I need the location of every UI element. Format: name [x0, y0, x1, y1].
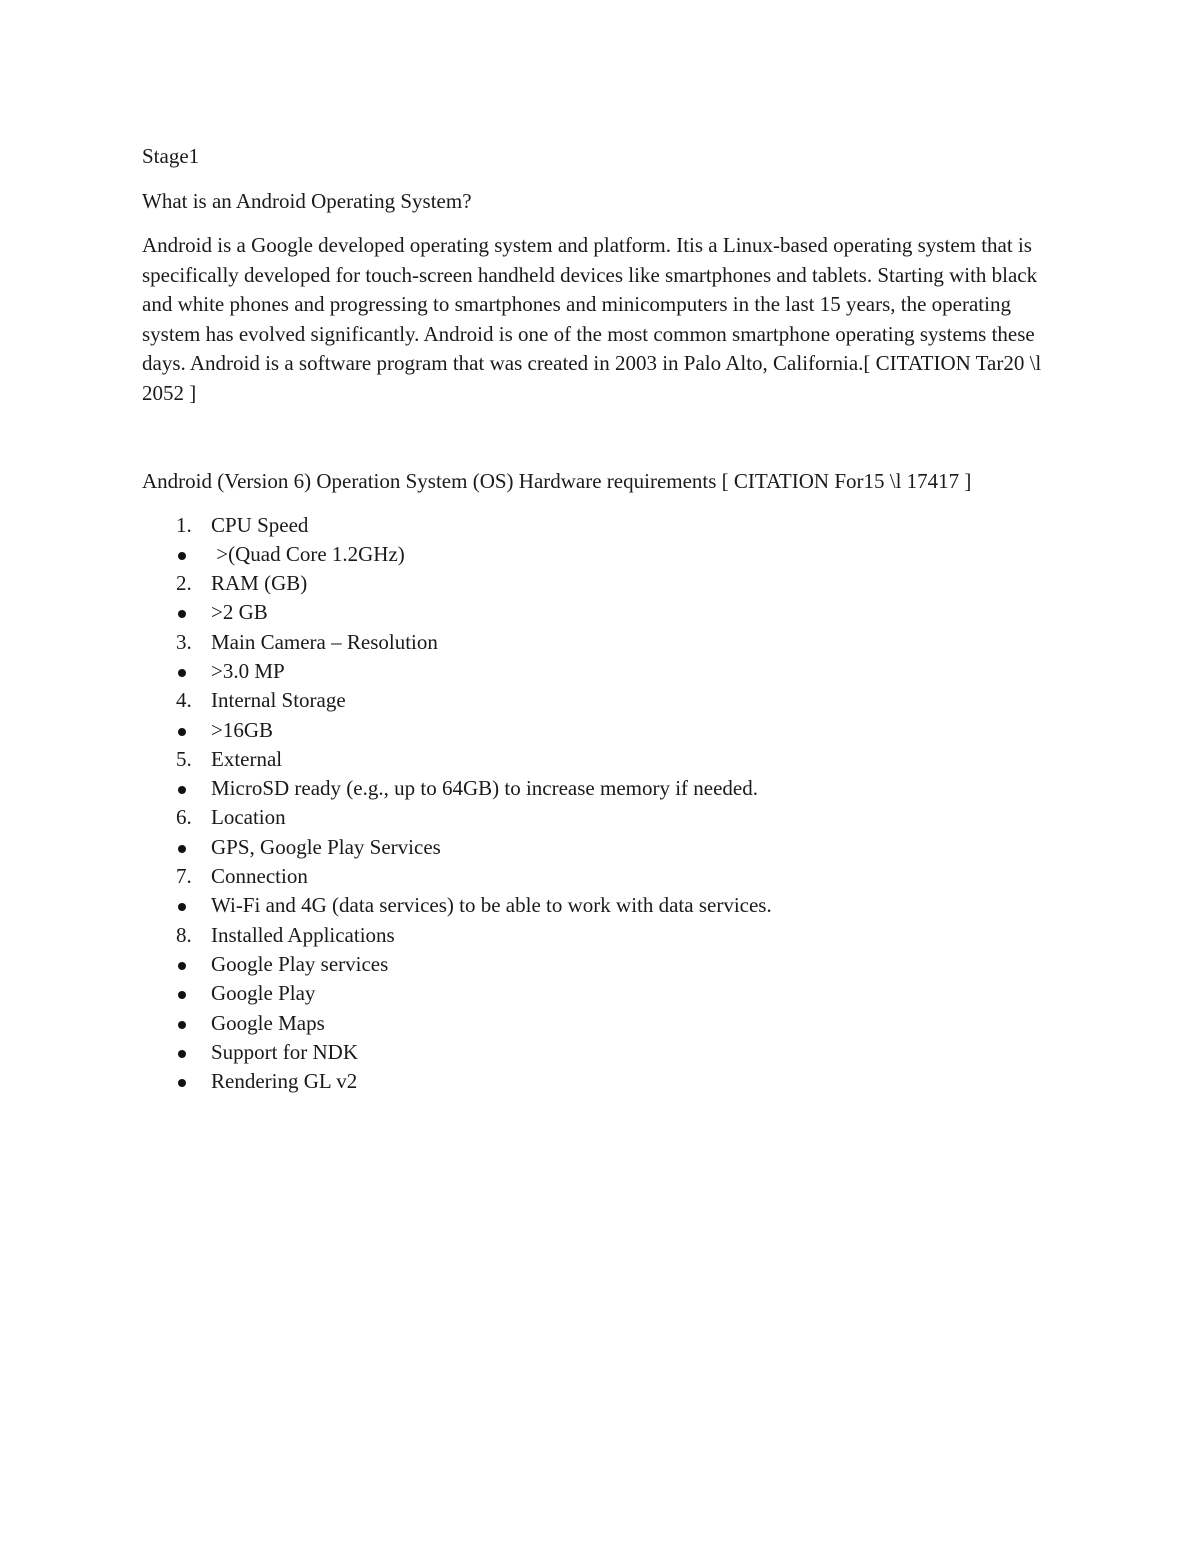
- list-item-text: >16GB: [211, 717, 274, 742]
- list-number: 3.: [176, 629, 192, 654]
- list-item-text: CPU Speed: [211, 512, 309, 537]
- document-body: [142, 142, 1062, 1096]
- list-item-text: Google Maps: [211, 1010, 325, 1035]
- list-item-text: RAM (GB): [211, 571, 308, 596]
- list-number: 4.: [176, 688, 192, 713]
- numbered-list-item: [142, 862, 1062, 891]
- requirements-list: [142, 511, 1062, 1097]
- bullet-icon: [178, 962, 186, 970]
- bullet-icon: [178, 1021, 186, 1029]
- stage-label: Stage1: [142, 144, 200, 168]
- list-item-text: Location: [211, 805, 286, 830]
- list-item-text: >3.0 MP: [211, 658, 285, 683]
- bullet-icon: [178, 1050, 186, 1058]
- numbered-list-item: [142, 686, 1062, 715]
- bullet-list-item: [142, 716, 1062, 745]
- list-item-text: Google Play services: [211, 951, 389, 976]
- list-item-text: Main Camera – Resolution: [211, 629, 438, 654]
- list-item-text: Wi-Fi and 4G (data services) to be able to work with data services.: [211, 893, 772, 918]
- intro-paragraph: Android is a Google developed operating system and platform. Itis a Linux-based operating system that is specifically developed for touch-screen handheld devices like smartphones and tablets. Starting with black and white phones and progressing to smartphones and minicomputers in the last 15 years, the operating system has evolved significantly. Android is one of the most common smartphone operating systems these days. Android is a software program that was created in 2003 in Palo Alto, California.[ CITATION Tar20 \l 2052 ]: [142, 233, 1042, 405]
- list-number: 2.: [176, 571, 192, 596]
- bullet-list-item: [142, 979, 1062, 1008]
- numbered-list-item: [142, 745, 1062, 774]
- list-number: 6.: [176, 805, 192, 830]
- list-number: 1.: [176, 512, 192, 537]
- bullet-list-item: [142, 598, 1062, 627]
- numbered-list-item: [142, 628, 1062, 657]
- bullet-icon: [178, 728, 186, 736]
- bullet-icon: [178, 786, 186, 794]
- bullet-list-item: [142, 1067, 1062, 1096]
- bullet-icon: [178, 1079, 186, 1087]
- list-number: 8.: [176, 922, 192, 947]
- bullet-icon: [178, 669, 186, 677]
- section-question: What is an Android Operating System?: [142, 188, 472, 213]
- list-item-text: Rendering GL v2: [211, 1069, 358, 1094]
- bullet-list-item: [142, 1038, 1062, 1067]
- list-number: 7.: [176, 864, 192, 889]
- bullet-list-item: [142, 540, 1062, 569]
- bullet-list-item: [142, 774, 1062, 803]
- list-number: 5.: [176, 746, 192, 771]
- list-item-text: MicroSD ready (e.g., up to 64GB) to increase memory if needed.: [211, 776, 759, 801]
- requirements-heading: Android (Version 6) Operation System (OS) Hardware requirements [ CITATION For15 \l 17417 ]: [142, 469, 972, 493]
- numbered-list-item: [142, 511, 1062, 540]
- bullet-icon: [178, 610, 186, 618]
- list-item-text: Connection: [211, 864, 308, 889]
- bullet-icon: [178, 991, 186, 999]
- list-item-text: Installed Applications: [211, 922, 395, 947]
- bullet-list-item: [142, 950, 1062, 979]
- list-item-text: GPS, Google Play Services: [211, 834, 441, 859]
- bullet-list-item: [142, 1009, 1062, 1038]
- numbered-list-item: [142, 803, 1062, 832]
- list-item-text: Internal Storage: [211, 688, 346, 713]
- list-item-text: External: [211, 746, 283, 771]
- bullet-icon: [178, 552, 186, 560]
- list-item-text: >(Quad Core 1.2GHz): [211, 541, 405, 566]
- list-item-text: Support for NDK: [211, 1039, 358, 1064]
- bullet-icon: [178, 845, 186, 853]
- list-item-text: >2 GB: [211, 600, 268, 625]
- bullet-list-item: [142, 891, 1062, 920]
- list-item-text: Google Play: [211, 981, 316, 1006]
- bullet-list-item: [142, 657, 1062, 686]
- bullet-list-item: [142, 833, 1062, 862]
- numbered-list-item: [142, 569, 1062, 598]
- numbered-list-item: [142, 921, 1062, 950]
- bullet-icon: [178, 903, 186, 911]
